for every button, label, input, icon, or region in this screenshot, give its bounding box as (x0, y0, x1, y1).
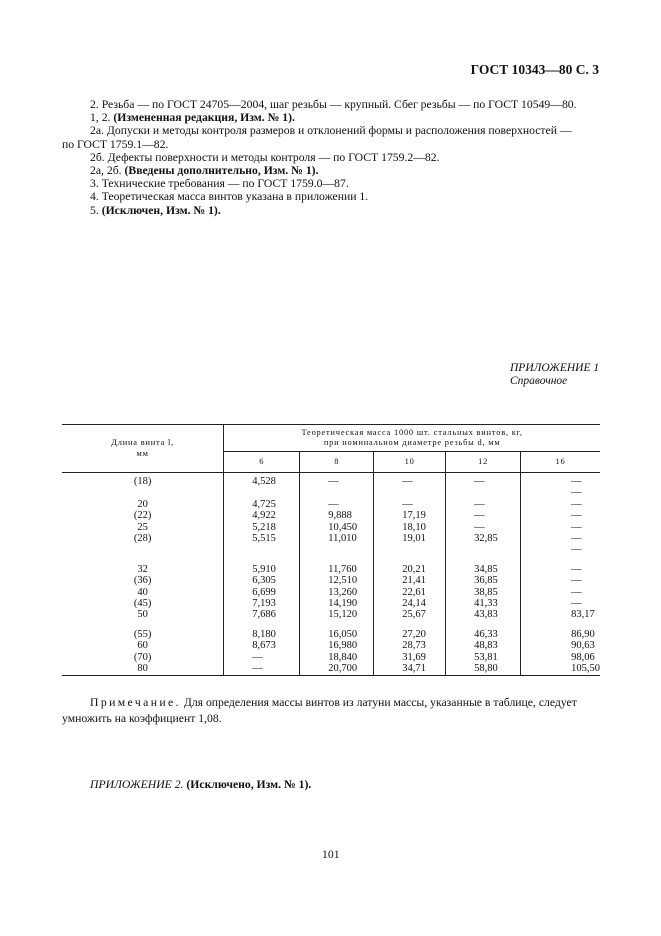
mass-cell: — (446, 510, 521, 521)
length-header-line1: Длина винта l, (111, 438, 175, 447)
mass-cell: 36,85 (446, 575, 521, 586)
spacer-cell (374, 621, 446, 629)
mass-header-line1: Теоретическая масса 1000 шт. стальных винтов, кг, (301, 427, 523, 437)
mass-table (62, 424, 600, 676)
mass-cell: 28,73 (374, 640, 446, 651)
mass-cell: 6,305 (224, 575, 300, 586)
paragraph-defects: 2б. Дефекты поверхности и методы контроля — по ГОСТ 1759.2—82. (90, 150, 440, 164)
mass-cell: — (300, 499, 374, 510)
mass-cell: 4,528 (224, 476, 300, 487)
mass-header (224, 425, 600, 452)
mass-cell (446, 487, 521, 498)
table-row (62, 587, 600, 598)
table-row (62, 609, 600, 620)
table-row (62, 499, 600, 510)
mass-cell: 15,120 (300, 609, 374, 620)
appendix-1-subtitle: Справочное (510, 375, 568, 387)
mass-cell: — (571, 521, 582, 533)
length-header-line2: мм (136, 448, 149, 458)
mass-cell: 25,67 (374, 609, 446, 620)
mass-cell: — (571, 598, 582, 610)
mass-cell: 12,510 (300, 575, 374, 586)
length-cell: (28) (62, 533, 224, 544)
mass-cell: 98,06 (571, 651, 595, 663)
added-prefix: 2а, 2б. (90, 164, 125, 178)
appendix-1-title: ПРИЛОЖЕНИЕ 1 (510, 362, 600, 374)
mass-cell: — (224, 652, 300, 663)
mass-cell: — (571, 586, 582, 598)
table-row (62, 629, 600, 640)
mass-cell: — (571, 498, 582, 510)
table-row (62, 564, 600, 575)
table-row (62, 476, 600, 487)
length-cell: (45) (62, 598, 224, 609)
length-cell: (36) (62, 575, 224, 586)
mass-cell: 16,050 (300, 629, 374, 640)
mass-cell: 17,19 (374, 510, 446, 521)
mass-cell: — (224, 663, 300, 675)
length-cell: (22) (62, 510, 224, 521)
mass-cell: 21,41 (374, 575, 446, 586)
length-cell: 50 (62, 609, 224, 620)
paragraphs (62, 98, 600, 217)
mass-cell: 22,61 (374, 587, 446, 598)
table-row (62, 663, 600, 675)
mass-cell: — (571, 544, 582, 556)
paragraph-added (90, 164, 600, 177)
mass-cell: — (571, 476, 582, 487)
mass-cell: 48,83 (446, 640, 521, 651)
paragraph-tolerances-cont: по ГОСТ 1759.1—82. (62, 137, 169, 151)
mass-cell: 34,85 (446, 564, 521, 575)
mass-cell: 32,85 (446, 533, 521, 544)
table-row (62, 544, 600, 555)
mass-cell: 4,725 (224, 499, 300, 510)
mass-cell (224, 544, 300, 555)
appendix-1-heading (510, 362, 599, 388)
mass-cell: 18,840 (300, 652, 374, 663)
table-row (62, 510, 600, 521)
mass-cell: 86,90 (571, 628, 595, 640)
excluded-prefix: 5. (90, 203, 102, 217)
revision-prefix: 1, 2. (90, 111, 114, 125)
excluded-note: (Исключен, Изм. № 1). (101, 203, 221, 217)
mass-cell: 13,260 (300, 587, 374, 598)
table-row (62, 487, 600, 498)
mass-cell: 16,980 (300, 640, 374, 651)
mass-cell: 18,10 (374, 522, 446, 533)
mass-cell: 14,190 (300, 598, 374, 609)
spacer-cell (521, 556, 600, 564)
mass-cell: 38,85 (446, 587, 521, 598)
mass-cell: — (374, 476, 446, 487)
mass-cell: 10,450 (300, 522, 374, 533)
spacer-cell (300, 621, 374, 629)
mass-cell: 20,21 (374, 564, 446, 575)
mass-cell: 5,515 (224, 533, 300, 544)
mass-cell: 34,71 (374, 663, 446, 675)
mass-cell: — (446, 522, 521, 533)
mass-cell: 9,888 (300, 510, 374, 521)
mass-cell: 8,180 (224, 629, 300, 640)
mass-cell: — (446, 476, 521, 487)
mass-cell: — (374, 499, 446, 510)
mass-cell: — (571, 575, 582, 587)
mass-cell (224, 487, 300, 498)
mass-cell: 53,81 (446, 652, 521, 663)
mass-cell (446, 544, 521, 555)
page-header: ГОСТ 10343—80 С. 3 (470, 62, 599, 77)
mass-cell: — (571, 487, 582, 499)
table-row (62, 533, 600, 544)
length-cell: (18) (62, 476, 224, 487)
mass-cell: 43,83 (446, 609, 521, 620)
table-note (90, 696, 600, 709)
spacer-cell (224, 621, 300, 629)
mass-cell: — (446, 499, 521, 510)
appendix-2 (90, 778, 311, 791)
spacer-cell (62, 556, 224, 564)
length-cell (62, 544, 224, 555)
mass-cell: 11,010 (300, 533, 374, 544)
mass-cell: 46,33 (446, 629, 521, 640)
length-cell: 40 (62, 587, 224, 598)
diameter-header: 8 (300, 452, 374, 473)
table-row (62, 598, 600, 609)
paragraph-thread: 2. Резьба — по ГОСТ 24705—2004, шаг резьбы — крупный. Сбег резьбы — по ГОСТ 10549—80. (90, 98, 577, 111)
length-cell (62, 487, 224, 498)
mass-cell: 6,699 (224, 587, 300, 598)
paragraph-tech-req: 3. Технические требования — по ГОСТ 1759.0—87. (90, 177, 349, 191)
mass-cell: 31,69 (374, 652, 446, 663)
mass-cell: 41,33 (446, 598, 521, 609)
mass-cell: 5,218 (224, 522, 300, 533)
mass-cell: 19,01 (374, 533, 446, 544)
spacer-cell (224, 556, 300, 564)
mass-cell: 11,760 (300, 564, 374, 575)
spacer-cell (446, 621, 521, 629)
mass-cell: 4,922 (224, 510, 300, 521)
table-row (62, 522, 600, 533)
mass-cell: 24,14 (374, 598, 446, 609)
page-number: 101 (322, 848, 340, 861)
length-cell: (55) (62, 629, 224, 640)
mass-cell: 5,910 (224, 564, 300, 575)
diameter-header: 12 (446, 452, 521, 473)
mass-cell: 83,17 (571, 609, 595, 621)
table-row (62, 640, 600, 651)
note-label: Примечание. (90, 696, 181, 709)
revision-note: (Измененная редакция, Изм. № 1). (113, 111, 295, 125)
diameter-header: 16 (521, 452, 600, 473)
length-cell: 80 (62, 663, 224, 675)
added-note: (Введены дополнительно, Изм. № 1). (124, 164, 319, 178)
mass-cell: — (571, 533, 582, 545)
mass-cell: 105,50 (521, 663, 600, 675)
paragraph-revision-1 (90, 111, 600, 124)
mass-cell: 7,193 (224, 598, 300, 609)
length-cell: (70) (62, 652, 224, 663)
length-cell: 32 (62, 564, 224, 575)
mass-cell: — (300, 476, 374, 487)
table-row (62, 575, 600, 586)
mass-cell (374, 487, 446, 498)
note-text-line2: умножить на коэффициент 1,08. (62, 712, 222, 725)
spacer-cell (446, 556, 521, 564)
mass-cell (374, 544, 446, 555)
mass-cell: 8,673 (224, 640, 300, 651)
appendix-2-title: ПРИЛОЖЕНИЕ 2. (90, 778, 184, 791)
paragraph-excluded (90, 204, 600, 217)
paragraph-mass: 4. Теоретическая масса винтов указана в приложении 1. (90, 190, 369, 204)
mass-header-line2: при номинальном диаметре резьбы d, мм (323, 438, 501, 447)
mass-cell (300, 544, 374, 555)
mass-cell: 90,63 (571, 640, 595, 652)
note-text-line1: Для определения массы винтов из латуни массы, указанные в таблице, следует (180, 696, 577, 709)
mass-cell: — (571, 510, 582, 522)
mass-cell (300, 487, 374, 498)
mass-cell: — (571, 563, 582, 575)
spacer-cell (521, 621, 600, 629)
length-cell: 60 (62, 640, 224, 651)
length-cell: 25 (62, 522, 224, 533)
table-body (62, 473, 600, 676)
mass-cell: 20,700 (300, 663, 374, 675)
diameter-header: 6 (224, 452, 300, 473)
mass-cell: 58,80 (446, 663, 521, 675)
diameter-header: 10 (374, 452, 446, 473)
spacer-cell (374, 556, 446, 564)
spacer-cell (300, 556, 374, 564)
mass-cell: 7,686 (224, 609, 300, 620)
paragraph-tolerances: 2а. Допуски и методы контроля размеров и отклонений формы и расположения поверхностей — (90, 124, 572, 138)
mass-cell: 27,20 (374, 629, 446, 640)
length-cell: 20 (62, 499, 224, 510)
spacer-cell (62, 621, 224, 629)
table-row (62, 652, 600, 663)
appendix-2-note: (Исключено, Изм. № 1). (183, 778, 312, 791)
length-header (62, 425, 224, 473)
